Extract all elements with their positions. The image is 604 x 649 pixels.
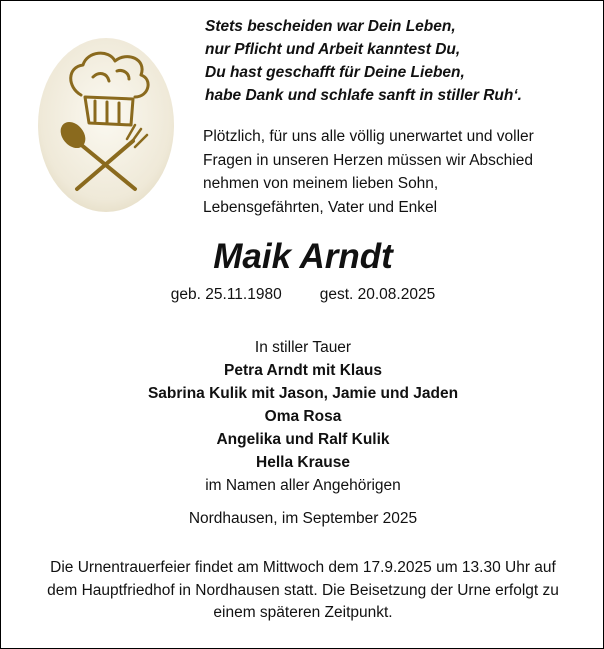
life-dates	[1, 284, 604, 306]
mourners-closing: im Namen aller Angehörigen	[205, 477, 401, 494]
funeral-line: Die Urnentrauerfeier findet am Mittwoch dem 17.9.2025 um 13.30 Uhr auf	[50, 559, 556, 576]
poem-line: habe Dank und schlafe sanft in stiller Ruh‘.	[205, 87, 522, 104]
mourner-name: Petra Arndt mit Klaus	[224, 362, 382, 379]
intro-line: Plötzlich, für uns alle völlig unerwartet und voller	[203, 128, 534, 145]
place-date: Nordhausen, im September 2025	[188, 510, 418, 527]
mourner-name: Oma Rosa	[264, 408, 342, 425]
intro-line: Fragen in unseren Herzen müssen wir Abschied	[203, 151, 533, 169]
intro-text	[203, 125, 595, 219]
funeral-line: dem Hauptfriedhof in Nordhausen statt. Die Beisetzung der Urne erfolgt zu	[47, 581, 559, 599]
intro-line: Lebensgefährten, Vater und Enkel	[203, 198, 438, 216]
chef-hat-spoon-fork-icon	[37, 37, 175, 213]
mourners-heading: In stiller Tauer	[254, 339, 352, 356]
poem	[205, 15, 595, 107]
death-date: gest. 20.08.2025	[319, 286, 436, 303]
funeral-info	[9, 557, 597, 625]
birth-date: geb. 25.11.1980	[170, 286, 282, 303]
poem-line: Du hast geschafft für Deine Lieben,	[205, 64, 465, 81]
mourners-block	[1, 336, 604, 497]
mourner-name: Angelika und Ralf Kulik	[216, 431, 390, 448]
poem-line: Stets bescheiden war Dein Leben,	[205, 18, 456, 35]
mourner-name: Sabrina Kulik mit Jason, Jamie und Jaden	[147, 385, 459, 402]
funeral-line: einem späteren Zeitpunkt.	[213, 604, 393, 621]
intro-line: nehmen von meinem lieben Sohn,	[203, 175, 439, 192]
poem-line: nur Pflicht und Arbeit kanntest Du,	[205, 41, 461, 58]
deceased-name: Maik Arndt	[213, 237, 393, 276]
mourner-name: Hella Krause	[256, 454, 350, 471]
